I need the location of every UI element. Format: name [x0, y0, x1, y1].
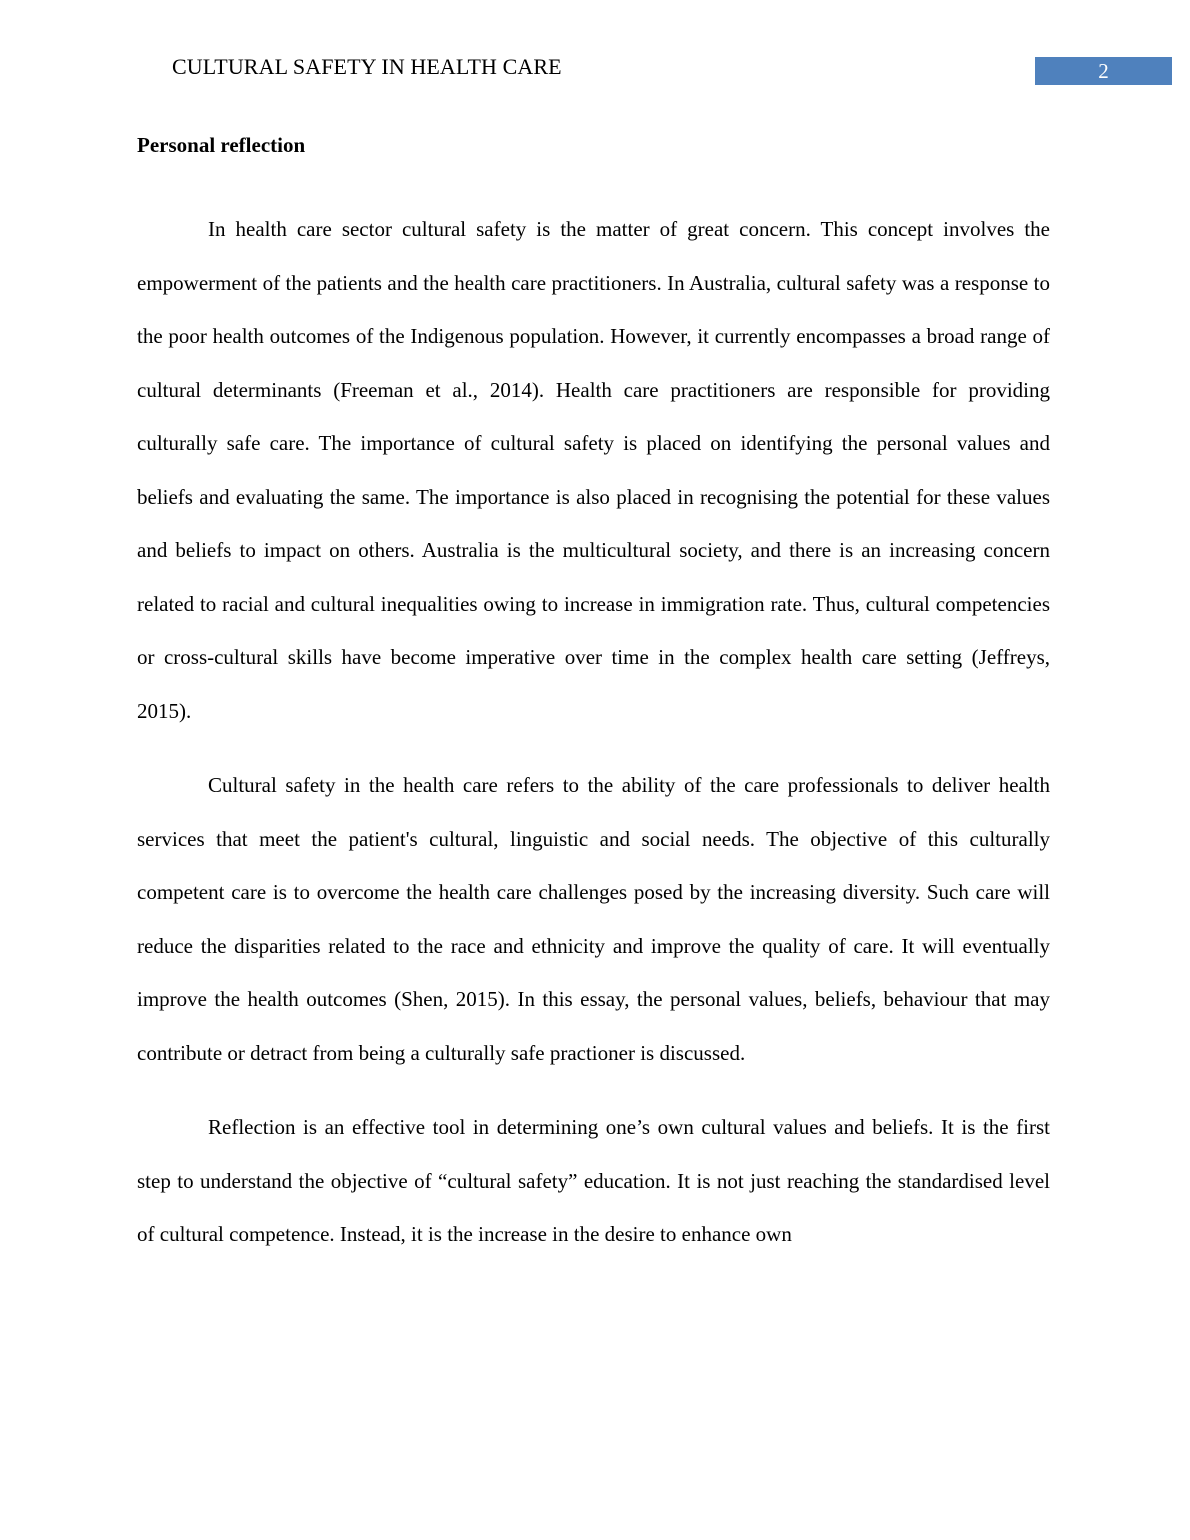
page-number-badge	[1035, 57, 1172, 85]
body-paragraph-3: Reflection is an effective tool in determining one’s own cultural values and beliefs. It is the first step to understand the objective of “cultural safety” education. It is not just reaching the standardised level of cultural competence. Instead, it is the increase in the desire to enhance own	[137, 1115, 1050, 1246]
document-body	[137, 131, 1050, 1262]
section-heading-personal-reflection: Personal reflection	[137, 133, 306, 157]
body-paragraph-2: Cultural safety in the health care refers to the ability of the care professionals to deliver health services that meet the patient's cultural, linguistic and social needs. The objective of this culturally competent care is to overcome the health care challenges posed by the increasing diversity. Such care will reduce the disparities related to the race and ethnicity and improve the quality of care. It will eventually improve the health outcomes (Shen, 2015). In this essay, the personal values, beliefs, behaviour that may contribute or detract from being a culturally safe practioner is discussed.	[137, 773, 1050, 1065]
running-header	[137, 52, 1172, 86]
running-header-title: CULTURAL SAFETY IN HEALTH CARE	[172, 54, 562, 79]
page-number-label: 2	[1098, 59, 1109, 83]
body-paragraph-1: In health care sector cultural safety is the matter of great concern. This concept involves the empowerment of the patients and the health care practitioners. In Australia, cultural safety was a response to the poor health outcomes of the Indigenous population. However, it currently encompasses a broad range of cultural determinants (Freeman et al., 2014). Health care practitioners are responsible for providing culturally safe care. The importance of cultural safety is placed on identifying the personal values and beliefs and evaluating the same. The importance is also placed in recognising the potential for these values and beliefs to impact on others. Australia is the multicultural society, and there is an increasing concern related to racial and cultural inequalities owing to increase in immigration rate. Thus, cultural competencies or cross-cultural skills have become imperative over time in the complex health care setting (Jeffreys, 2015).	[137, 217, 1050, 723]
